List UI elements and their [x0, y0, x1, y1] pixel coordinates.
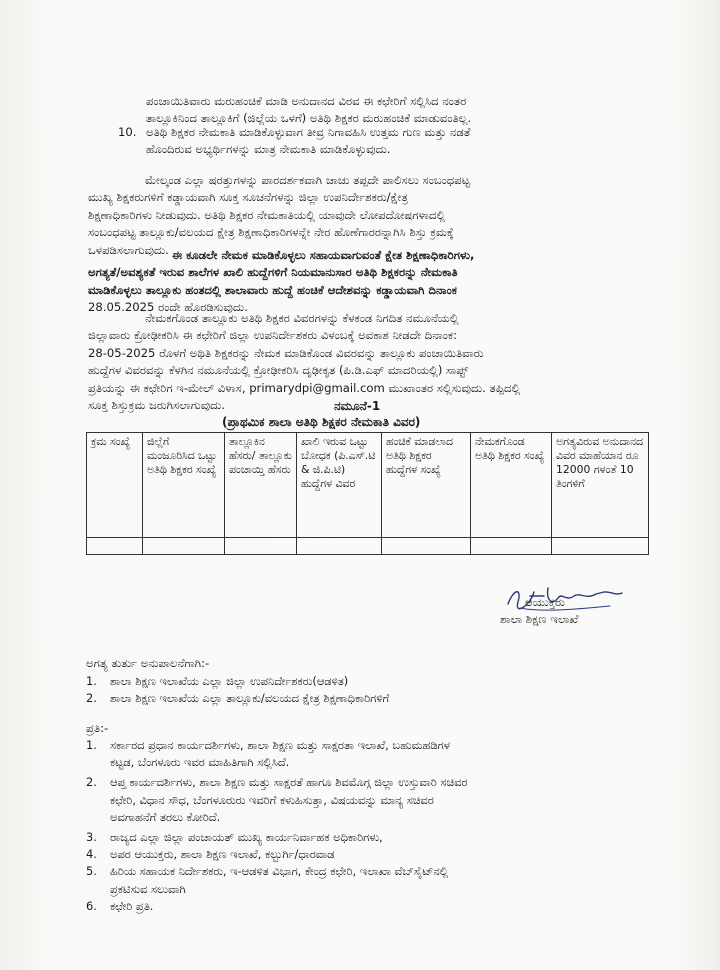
- copy-list-item: 2. ಆಪ್ತ ಕಾರ್ಯದರ್ಶಿಗಳು, ಶಾಲಾ ಶಿಕ್ಷಣ ಮತ್ತು ಸಾಕ್ಷರತೆ ಹಾಗೂ ಶಿವಮೊಗ್ಗ ಜಿಲ್ಲಾ ಉಸ್ತುವಾರಿ ಸಚಿವರ ಕಛೇರಿ, ವಿಧಾನ ಸೌಧ, ಬೆಂಗಳೂರುರು ಇವರಿಗೆ ಕಳುಹಿಸುತ್ತಾ, ವಿಷಯವನ್ನು ಮಾನ್ಯ ಸಚಿವರ ಅವಗಾಹನೆಗೆ ತರಲು ಕೋರಿದೆ.: [86, 775, 468, 824]
- para3-line: ಜಿಲ್ಲಾವಾರು ಕ್ರೋಢೀಕರಿಸಿ ಈ ಕಛೇರಿಗೆ ಜಿಲ್ಲಾ ಉಪನಿರ್ದೇಶಕರು ವಿಳಂಬಕ್ಕೆ ಅವಕಾಶ ನೀಡದೇ ದಿನಾಂಕ:: [88, 328, 457, 343]
- para1-line: ಶಿಕ್ಷಣಾಧಿಕಾರಿಗಳು ನೀಡುವುದು. ಅತಿಥಿ ಶಿಕ್ಷಕರ ನೇಮಕಾತಿಯಲ್ಲಿ ಯಾವುದೇ ಲೋಪದೋಷಗಳಾದಲ್ಲಿ: [88, 207, 446, 222]
- para3-line: 28-05-2025 ರೊಳಗೆ ಅಥಿತಿ ಶಿಕ್ಷಕರನ್ನು ನೇಮಕ ಮಾಡಿಕೊಂಡ ವಿವರವನ್ನು ತಾಲ್ಲೂಕು ಪಂಚಾಯಿತಿವಾರು: [88, 345, 484, 360]
- form-empty-row: [87, 538, 649, 555]
- para3-line: ಸೂಕ್ತ ಶಿಸ್ತುಕ್ರಮ ಜರುಗಿಸಲಾಗುವುದು.: [88, 398, 226, 413]
- copy-heading: ಪ್ರತಿ:-: [86, 721, 109, 735]
- item-10-number: 10.: [118, 125, 137, 139]
- item-10-line-1: ಅತಿಥಿ ಶಿಕ್ಷಕರ ನೇಮಕಾತಿ ಮಾಡಿಕೊಳ್ಳುವಾಗ ತೀವ್ರ ನಿಗಾವಹಿಸಿ ಉತ್ತಮ ಗುಣ ಮತ್ತು ನಡತೆ: [146, 125, 471, 139]
- paragraph-reporting: [88, 310, 682, 414]
- header-cell-appointed: ನೇಮಕಗೊಂಡ ಅತಿಥಿ ಶಿಕ್ಷಕರ ಸಂಖ್ಯೆ: [471, 433, 552, 538]
- para3-line: ಹುದ್ದೆಗಳ ವಿವರವನ್ನು ಕೆಳಗಿನ ನಮೂನೆಯಲ್ಲಿ ಕ್ರೋಢೀಕರಿಸಿ ದೃಢೀಕೃತ (ಪಿ.ಡಿ.ಎಫ್ ಮಾದರಿಯಲ್ಲಿ) ಸಾಪ್ಟ್: [88, 363, 469, 378]
- para1-line: ಮೇಲ್ಕಂಡ ಎಲ್ಲಾ ಷರತ್ತುಗಳನ್ನು ಪಾರದರ್ಶಕವಾಗಿ ಚಾಚು ತಪ್ಪದೇ ಪಾಲಿಸಲು ಸಂಬಂಧಪಟ್ಟ: [145, 173, 471, 187]
- to-heading: ಅಗತ್ಯ ತುರ್ತು ಅನುಪಾಲನೆಗಾಗಿ:-: [86, 656, 210, 670]
- header-cell-grant: ಅಗತ್ಯವಿರುವ ಅನುದಾನದ ವಿವರ ಮಾಹೆಯಾನ ರೂ 12000 ಗಳಂತೆ 10 ತಿಂಗಳಿಗೆ: [552, 433, 649, 538]
- para2-line: 28.05.2025 ರಂದೇ ಹೊರಡಿಸುವುದು.: [88, 300, 248, 315]
- para2-line: ಈ ಕೂಡಲೇ ನೇಮಕ ಮಾಡಿಕೊಳ್ಳಲು ಸಹಾಯವಾಗುವಂತೆ ಕ್ಷೇತ ಶಿಕ್ಷಣಾಧಿಕಾರಿಗಳು,: [172, 248, 475, 262]
- header-cell-serial: ಕ್ರಮ ಸಂಖ್ಯೆ: [87, 433, 143, 538]
- form-header-row: [87, 433, 649, 538]
- copy-list-item: 6. ಕಛೇರಿ ಪ್ರತಿ.: [86, 898, 154, 913]
- continuation-line-2: ತಾಲ್ಲೂಕಿನಿಂದ ತಾಲ್ಲೂಕಿಗೆ (ಜಿಲ್ಲೆಯ ಒಳಗೆ) ಅತಿಥಿ ಶಿಕ್ಷಕರ ಮರುಹಂಚಿಕೆ ಮಾಡುವಂತಿಲ್ಲ.: [146, 111, 472, 125]
- copy-list-item: 1. ಸರ್ಕಾರದ ಪ್ರಧಾನ ಕಾರ್ಯದರ್ಶಿಗಳು, ಶಾಲಾ ಶಿಕ್ಷಣ ಮತ್ತು ಸಾಕ್ಷರತಾ ಇಲಾಖೆ, ಬಹುಮಹಡಿಗಳ ಕಟ್ಟಡ, ಬೆಂಗಳೂರು ಇವರ ಮಾಹಿತಿಗಾಗಿ ಸಲ್ಲಿಸಿದೆ.: [86, 738, 450, 770]
- paragraph-order: [88, 247, 682, 317]
- copy-list-item: 4. ಅಪರ ಆಯುಕ್ತರು, ಶಾಲಾ ಶಿಕ್ಷಣ ಇಲಾಖೆ, ಕಲ್ಬುರ್ಗಿ/ಧಾರವಾಡ: [86, 847, 335, 862]
- form-title: ನಮೂನೆ-1: [334, 399, 381, 413]
- header-cell-vacant: ಖಾಲಿ ಇರುವ ಒಟ್ಟು ಬೋಧಕ (ಪಿ.ಎಸ್.ಟಿ & ಜಿ.ಪಿ.ಟಿ) ಹುದ್ದೆಗಳ ವಿವರ: [297, 433, 382, 538]
- to-list: [86, 673, 686, 707]
- signatory-department: ಶಾಲಾ ಶಿಕ್ಷಣ ಇಲಾಖೆ: [500, 612, 579, 626]
- to-list-item: 2. ಶಾಲಾ ಶಿಕ್ಷಣ ಇಲಾಖೆಯ ಎಲ್ಲಾ ತಾಲ್ಲೂಕು/ವಲಯದ ಕ್ಷೇತ್ರ ಶಿಕ್ಷಣಾಧಿಕಾರಿಗಳಿಗೆ: [86, 691, 390, 705]
- copy-list: [86, 737, 686, 915]
- para1-line: ಮುಖ್ಯ ಶಿಕ್ಷಕರುಗಳಿಗೆ ಕಡ್ಡಾಯವಾಗಿ ಸೂಕ್ತ ಸೂಚನೆಗಳನ್ನು ಜಿಲ್ಲಾ ಉಪನಿರ್ದೇಶಕರು/ಕ್ಷೇತ್ರ: [88, 190, 409, 205]
- form-subtitle: (ಪ್ರಾಥಮಿಕ ಶಾಲಾ ಅತಿಥಿ ಶಿಕ್ಷಕರ ನೇಮಕಾತಿ ವಿವರ): [222, 415, 421, 429]
- to-list-item: 1. ಶಾಲಾ ಶಿಕ್ಷಣ ಇಲಾಖೆಯ ಎಲ್ಲಾ ಜಿಲ್ಲಾ ಉಪನಿರ್ದೇಶಕರು(ಆಡಳಿತ): [86, 674, 349, 688]
- header-cell-allocated: ಹಂಚಿಕೆ ಮಾಡಲಾದ ಅತಿಥಿ ಶಿಕ್ಷಕರ ಹುದ್ದೆಗಳ ಸಂಖ್ಯೆ: [382, 433, 471, 538]
- form-table: [86, 432, 649, 555]
- copy-list-item: 5. ಹಿರಿಯ ಸಹಾಯಕ ನಿರ್ದೇಶಕರು, ಇ-ಆಡಳಿತ ವಿಭಾಗ, ಕೇಂದ್ರ ಕಛೇರಿ, ಇಲಾಖಾ ವೆಬ್‌ಸೈಟ್‌ನಲ್ಲಿ ಪ್ರಕಟಿಸುವ ಸಲುವಾಗಿ: [86, 864, 449, 896]
- item-10-line-2: ಹೊಂದಿರುವ ಅಭ್ಯರ್ಥಿಗಳನ್ನು ಮಾತ್ರ ನೇಮಕಾತಿ ಮಾಡಿಕೊಳ್ಳುವುದು.: [146, 142, 391, 156]
- para3-line: ಪ್ರತಿಯನ್ನು ಈ ಕಛೇರಿಗ ಇ-ಮೇಲ್ ವಿಳಾಸ, primarydpi@gmail.com ಮುಖಾಂತರ ಸಲ್ಲಿಸುವುದು. ತಪ್ಪಿದಲ್ಲಿ: [88, 380, 521, 395]
- paragraph-conditions: [88, 172, 682, 259]
- signatory-designation: ಆಯುಕ್ತರು: [525, 595, 565, 609]
- para2-line: ಅಗತ್ಯತೆ/ಅವಶ್ಯಕತೆ ಇರುವ ಶಾಲೆಗಳ ಖಾಲಿ ಹುದ್ದೆಗಳಿಗೆ ನಿಯಮಾನುಸಾರ ಅತಿಥಿ ಶಿಕ್ಷಕರನ್ನು ನೇಮಕಾತಿ: [88, 265, 458, 280]
- header-cell-taluk: ತಾಲ್ಲೂಕಿನ ಹೆಸರು/ ತಾಲ್ಲೂಕು ಪಂಚಾಯ್ತಿ ಹೆಸರು: [225, 433, 297, 538]
- para1-line: ಸಂಬಂಧಪಟ್ಟ ತಾಲ್ಲೂಕು/ವಲಯದ ಕ್ಷೇತ್ರ ಶಿಕ್ಷಣಾಧಿಕಾರಿಗಳನ್ನೇ ನೇರ ಹೊಣೆಗಾರರನ್ನಾಗಿಸಿ ಶಿಸ್ತು ಕ್ರಮಕ್ಕೆ: [88, 225, 454, 240]
- header-cell-sanctioned: ಜಿಲ್ಲೆಗೆ ಮಂಜೂರಿಸಿದ ಒಟ್ಟು ಅತಿಥಿ ಶಿಕ್ಷಕರ ಸಂಖ್ಯೆ: [143, 433, 225, 538]
- continuation-line-1: ಪಂಚಾಯಿತಿವಾರು ಮರುಹಂಚಿಕೆ ಮಾಡಿ ಅನುದಾನದ ವಿರವ ಈ ಕಛೇರಿಗೆ ಸಲ್ಲಿಸಿದ ನಂತರ: [146, 94, 467, 108]
- para3-line: ನೇಮಕಗೊಂಡ ತಾಲ್ಲೂಕು ಅತಿಥಿ ಶಿಕ್ಷಕರ ವಿವರಗಳನ್ನು ಕೆಳಕಂಡ ನಿಗದಿತ ನಮೂನೆಯಲ್ಲಿ: [145, 311, 459, 325]
- para2-line: ಮಾಡಿಕೊಳ್ಳಲು ತಾಲ್ಲೂಕು ಹಂತದಲ್ಲಿ ಶಾಲಾವಾರು ಹುದ್ದೆ ಹಂಚಿಕೆ ಆದೇಶವನ್ನು ಕಡ್ಡಾಯವಾಗಿ ದಿನಾಂಕ: [88, 282, 457, 297]
- copy-list-item: 3. ರಾಜ್ಯದ ಎಲ್ಲಾ ಜಿಲ್ಲಾ ಪಂಚಾಯತ್ ಮುಖ್ಯ ಕಾರ್ಯನಿರ್ವಾಹಕ ಅಧಿಕಾರಿಗಳು,: [86, 830, 383, 845]
- para1-line: ಒಳಪಡಿಸಲಾಗುವುದು.: [88, 242, 169, 257]
